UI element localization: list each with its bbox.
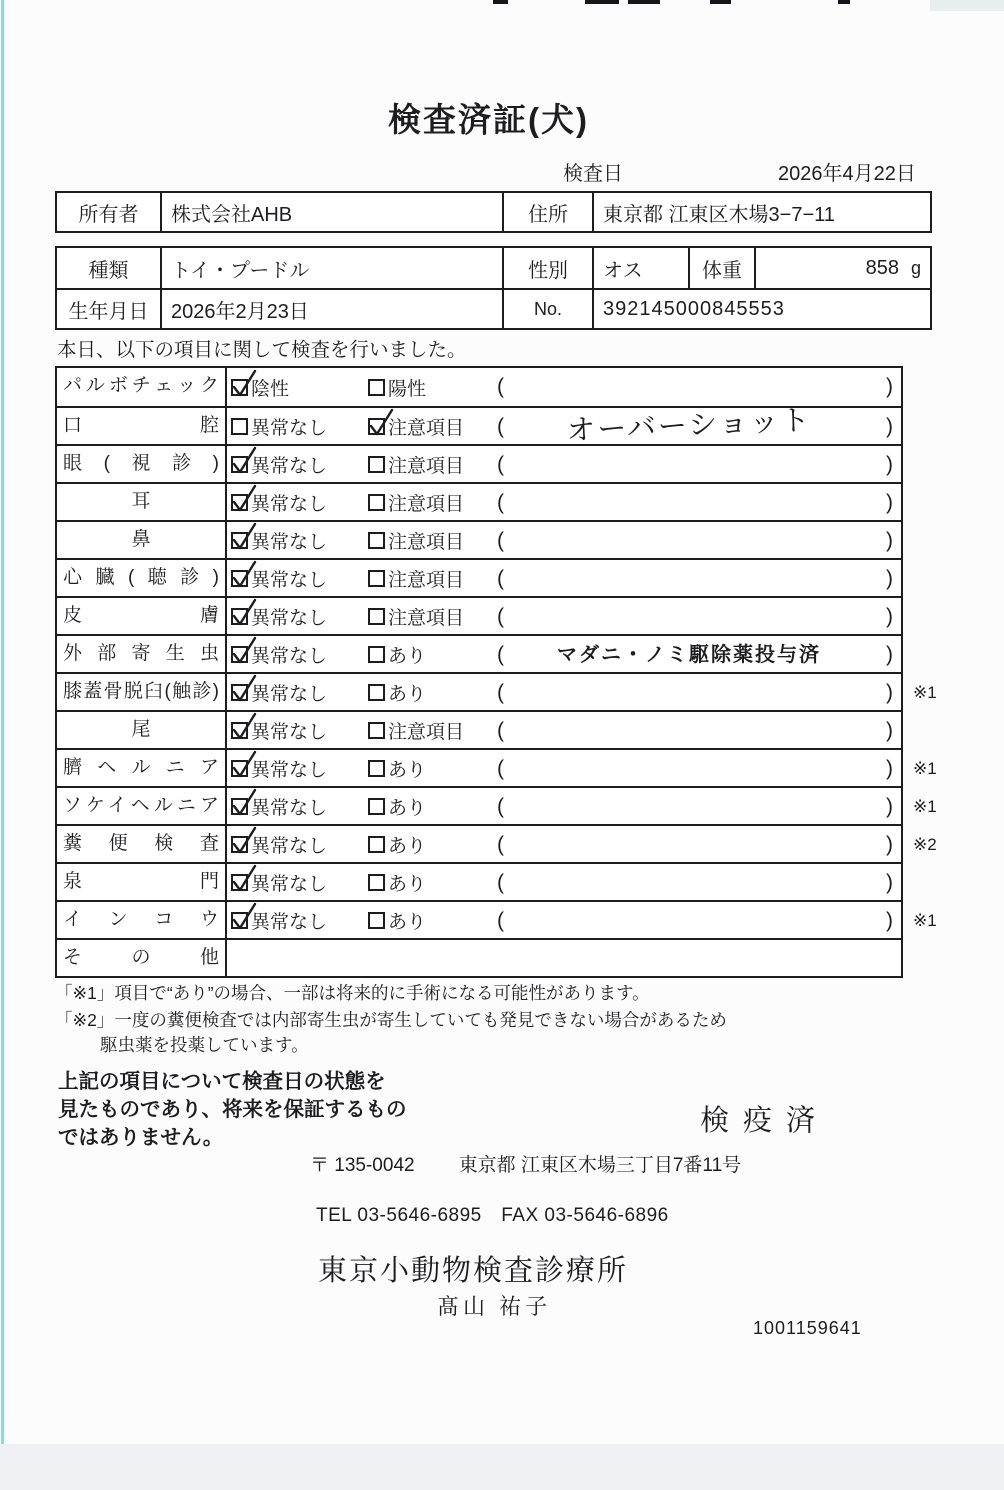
open-paren: ( — [497, 605, 504, 628]
option-label: 注意項目 — [388, 417, 465, 439]
checkbox — [231, 760, 248, 777]
scan-top-dash — [585, 0, 619, 4]
weight-label-cell: 体重 — [688, 248, 754, 288]
exam-row — [57, 786, 937, 824]
open-paren: ( — [497, 871, 504, 894]
checkbox — [231, 418, 248, 435]
exam-option-1 — [231, 788, 327, 824]
open-paren: ( — [497, 719, 504, 742]
no-label-cell: No. — [502, 290, 592, 328]
handwritten-check-icon — [229, 787, 259, 819]
owner-table — [55, 191, 932, 233]
option-label: 異常なし — [251, 493, 328, 515]
exam-option-1 — [231, 522, 327, 558]
footnote: 「※1」項目で“あり”の場合、一部は将来的に手術になる可能性があります。 — [55, 983, 650, 1003]
option-label: 注意項目 — [388, 531, 465, 553]
exam-item-label: 鼻 — [57, 522, 227, 558]
exam-option-1 — [231, 712, 327, 748]
close-paren: ) — [886, 529, 893, 552]
exam-row — [57, 900, 937, 938]
checkbox — [231, 722, 248, 739]
tel-fax-line: TEL 03-5646-6895 FAX 03-5646-6896 — [316, 1205, 669, 1226]
exam-item-label: 口腔 — [57, 408, 227, 444]
option-label: 陰性 — [251, 378, 290, 400]
birth-label-cell: 生年月日 — [68, 300, 149, 323]
option-label: 異常なし — [251, 645, 328, 667]
open-paren: ( — [497, 909, 504, 932]
weight-number: 858 — [865, 256, 899, 279]
open-paren: ( — [497, 415, 504, 438]
exam-row — [57, 482, 901, 520]
option-label: 異常なし — [251, 835, 328, 857]
inspection-date-value: 2026年4月22日 — [778, 163, 916, 185]
exam-row — [57, 558, 901, 596]
handwritten-check-icon — [229, 521, 259, 553]
exam-option-2 — [368, 902, 426, 938]
exam-option-2 — [368, 522, 464, 558]
footnote-continuation: 駆虫薬を投薬しています。 — [100, 1035, 309, 1055]
open-paren: ( — [497, 643, 504, 666]
postal-code: 〒 135-0042 — [310, 1155, 415, 1176]
exam-row-content — [227, 522, 901, 558]
exam-item-label: その他 — [57, 940, 227, 976]
exam-option-1 — [231, 750, 327, 786]
exam-option-2 — [368, 446, 464, 482]
handwritten-check-icon — [229, 825, 259, 857]
option-label: 異常なし — [251, 873, 328, 895]
disclaimer-line: ではありません。 — [58, 1126, 224, 1149]
exam-item-label: 皮膚 — [57, 598, 227, 634]
exam-option-1 — [231, 674, 327, 710]
exam-table — [55, 366, 937, 978]
handwritten-check-icon — [229, 597, 259, 629]
exam-item-label: 眼(視診) — [57, 446, 227, 482]
inspection-date-label: 検査日 — [563, 163, 623, 185]
option-label: 異常なし — [251, 569, 328, 591]
exam-item-label: ソケイヘルニア — [57, 788, 227, 824]
close-paren: ) — [886, 605, 893, 628]
close-paren: ) — [886, 681, 893, 704]
exam-option-2 — [368, 712, 464, 748]
exam-option-2 — [368, 408, 464, 444]
exam-row — [57, 444, 901, 482]
checkbox — [368, 456, 385, 473]
open-paren: ( — [497, 453, 504, 476]
exam-option-2 — [368, 484, 464, 520]
exam-option-1 — [231, 864, 327, 900]
exam-option-1 — [231, 560, 327, 596]
handwritten-check-icon — [229, 445, 259, 477]
checkbox — [368, 646, 385, 663]
exam-row-content — [227, 446, 901, 482]
exam-row-content — [227, 674, 937, 710]
close-paren: ) — [886, 453, 893, 476]
exam-row — [57, 634, 901, 672]
footnote-ref: ※1 — [913, 759, 937, 778]
checkbox — [368, 760, 385, 777]
handwritten-check-icon — [229, 368, 259, 400]
exam-item-label: 糞便検査 — [57, 826, 227, 862]
checkbox — [231, 532, 248, 549]
exam-item-label: 心臓(聴診) — [57, 560, 227, 596]
option-label: 異常なし — [251, 911, 328, 933]
checkbox — [231, 684, 248, 701]
checkbox — [231, 836, 248, 853]
checkbox — [368, 874, 385, 891]
exam-option-1 — [231, 636, 327, 672]
checkbox — [368, 494, 385, 511]
exam-row-content — [227, 788, 937, 824]
disclaimer-line: 見たものであり、将来を保証するもの — [58, 1098, 407, 1121]
clinic-address: 東京都 江東区木場三丁目7番11号 — [458, 1155, 742, 1176]
scan-bottom-band — [0, 1444, 1004, 1490]
checkbox — [368, 418, 385, 435]
scan-edge-line — [1, 0, 4, 1490]
close-paren: ) — [886, 909, 893, 932]
exam-option-2 — [368, 368, 426, 406]
no-value-cell: 392145000845553 — [592, 290, 930, 328]
exam-option-2 — [368, 636, 426, 672]
checkbox — [231, 798, 248, 815]
footnote-ref: ※2 — [913, 835, 937, 854]
serial-number: 1001159641 — [753, 1318, 862, 1338]
checkbox — [231, 874, 248, 891]
checkbox — [231, 379, 248, 396]
exam-row-content — [227, 750, 937, 786]
option-label: あり — [388, 835, 427, 857]
checkbox — [368, 836, 385, 853]
exam-item-label: 外部寄生虫 — [57, 636, 227, 672]
checkbox — [231, 494, 248, 511]
sex-value-cell: オス — [592, 248, 688, 288]
owner-label-cell: 所有者 — [78, 203, 139, 226]
exam-item-label: 尾 — [57, 712, 227, 748]
address-label-cell: 住所 — [502, 193, 592, 231]
checkbox — [231, 646, 248, 663]
checkbox — [231, 456, 248, 473]
exam-option-2 — [368, 560, 464, 596]
option-label: あり — [388, 759, 427, 781]
open-paren: ( — [497, 757, 504, 780]
exam-row-content — [227, 864, 901, 900]
option-label: あり — [388, 683, 427, 705]
option-label: 陽性 — [388, 378, 427, 400]
option-label: あり — [388, 645, 427, 667]
breed-value-cell: トイ・プードル — [160, 248, 502, 288]
exam-row — [57, 862, 901, 900]
exam-option-1 — [231, 902, 327, 938]
option-label: 異常なし — [251, 797, 328, 819]
scan-corner-shadow — [930, 0, 1004, 11]
exam-row-content — [227, 636, 901, 672]
checkbox — [368, 570, 385, 587]
exam-option-1 — [231, 484, 327, 520]
close-paren: ) — [886, 795, 893, 818]
handwritten-check-icon — [229, 863, 259, 895]
intro-text: 本日、以下の項目に関して検査を行いました。 — [57, 339, 467, 361]
sex-label-cell: 性別 — [502, 248, 592, 288]
exam-note: マダニ・ノミ駆除薬投与済 — [557, 644, 821, 666]
option-label: 異常なし — [251, 607, 328, 629]
page-title: 検査済証(犬) — [388, 101, 589, 138]
scan-top-dash — [493, 0, 508, 4]
exam-row-content — [227, 368, 901, 406]
exam-note: オーバーショット — [565, 404, 813, 448]
exam-option-1 — [231, 408, 327, 444]
exam-row — [57, 938, 901, 976]
footnote-ref: ※1 — [913, 797, 937, 816]
weight-unit: g — [910, 257, 921, 278]
exam-row-content — [227, 902, 937, 938]
option-label: 異常なし — [251, 683, 328, 705]
veterinarian-name: 髙山 祐子 — [437, 1294, 552, 1319]
open-paren: ( — [497, 529, 504, 552]
handwritten-check-icon — [229, 749, 259, 781]
option-label: あり — [388, 911, 427, 933]
close-paren: ) — [886, 567, 893, 590]
close-paren: ) — [886, 491, 893, 514]
close-paren: ) — [886, 415, 893, 438]
exam-row — [57, 596, 901, 634]
disclaimer-line: 上記の項目について検査日の状態を — [58, 1070, 386, 1093]
exam-item-label: インコウ — [57, 902, 227, 938]
clinic-address-line — [310, 1150, 741, 1177]
exam-option-1 — [231, 446, 327, 482]
exam-row — [57, 748, 937, 786]
exam-row-content — [227, 826, 937, 862]
exam-row — [57, 672, 937, 710]
info-table — [55, 246, 932, 330]
exam-item-label: 臍ヘルニア — [57, 750, 227, 786]
exam-row-content — [227, 712, 901, 748]
open-paren: ( — [497, 681, 504, 704]
exam-option-2 — [368, 788, 426, 824]
close-paren: ) — [886, 719, 893, 742]
option-label: 注意項目 — [388, 455, 465, 477]
handwritten-check-icon — [229, 559, 259, 591]
open-paren: ( — [497, 567, 504, 590]
handwritten-check-icon — [229, 711, 259, 743]
open-paren: ( — [497, 833, 504, 856]
close-paren: ) — [886, 643, 893, 666]
option-label: 注意項目 — [388, 607, 465, 629]
close-paren: ) — [886, 871, 893, 894]
option-label: 異常なし — [251, 531, 328, 553]
exam-item-label: 耳 — [57, 484, 227, 520]
handwritten-check-icon — [366, 407, 396, 439]
exam-option-2 — [368, 598, 464, 634]
quarantine-stamp: 検疫済 — [700, 1105, 830, 1137]
exam-option-2 — [368, 826, 426, 862]
exam-option-1 — [231, 598, 327, 634]
option-label: あり — [388, 797, 427, 819]
scan-top-dash — [838, 0, 850, 4]
checkbox — [368, 608, 385, 625]
exam-item-label: パルボチェック — [57, 368, 227, 406]
option-label: 異常なし — [251, 417, 328, 439]
scan-top-dash — [710, 0, 731, 4]
exam-item-label: 膝蓋骨脱臼(触診) — [57, 674, 227, 710]
footnote: 「※2」一度の糞便検査では内部寄生虫が寄生していても発見できない場合があるため — [55, 1010, 727, 1030]
exam-item-label: 泉門 — [57, 864, 227, 900]
checkbox — [231, 912, 248, 929]
checkbox — [368, 532, 385, 549]
info-row-1 — [57, 248, 930, 288]
close-paren: ) — [886, 375, 893, 398]
exam-option-2 — [368, 674, 426, 710]
handwritten-check-icon — [229, 673, 259, 705]
exam-row — [57, 520, 901, 558]
checkbox — [231, 608, 248, 625]
checkbox — [368, 684, 385, 701]
close-paren: ) — [886, 757, 893, 780]
info-row-2 — [57, 288, 930, 328]
footnote-ref: ※1 — [913, 911, 937, 930]
exam-row-content — [227, 484, 901, 520]
handwritten-check-icon — [229, 483, 259, 515]
checkbox — [368, 798, 385, 815]
option-label: 注意項目 — [388, 493, 465, 515]
exam-option-1 — [231, 368, 289, 406]
open-paren: ( — [497, 491, 504, 514]
option-label: 異常なし — [251, 721, 328, 743]
handwritten-check-icon — [229, 635, 259, 667]
owner-value-cell: 株式会社AHB — [160, 193, 502, 231]
close-paren: ) — [886, 833, 893, 856]
option-label: あり — [388, 873, 427, 895]
handwritten-check-icon — [229, 901, 259, 933]
checkbox — [368, 379, 385, 396]
exam-row-content — [227, 404, 901, 448]
breed-label-cell: 種類 — [88, 259, 129, 282]
exam-row — [57, 710, 901, 748]
weight-value-cell — [754, 248, 930, 288]
checkbox — [368, 722, 385, 739]
option-label: 異常なし — [251, 759, 328, 781]
exam-row-content — [227, 598, 901, 634]
open-paren: ( — [497, 795, 504, 818]
checkbox — [368, 912, 385, 929]
option-label: 注意項目 — [388, 569, 465, 591]
option-label: 注意項目 — [388, 721, 465, 743]
exam-row-content — [227, 560, 901, 596]
clinic-name: 東京小動物検査診療所 — [318, 1255, 629, 1287]
scan-top-dash — [628, 0, 660, 4]
exam-row — [57, 404, 901, 448]
footnote-ref: ※1 — [913, 683, 937, 702]
exam-row-content — [227, 940, 901, 976]
exam-option-2 — [368, 750, 426, 786]
exam-option-1 — [231, 826, 327, 862]
exam-row — [57, 824, 937, 862]
open-paren: ( — [497, 375, 504, 398]
exam-option-2 — [368, 864, 426, 900]
checkbox — [231, 570, 248, 587]
address-value-cell: 東京都 江東区木場3−7−11 — [592, 193, 930, 231]
birth-value-cell: 2026年2月23日 — [160, 290, 502, 328]
exam-row — [57, 368, 901, 406]
option-label: 異常なし — [251, 455, 328, 477]
